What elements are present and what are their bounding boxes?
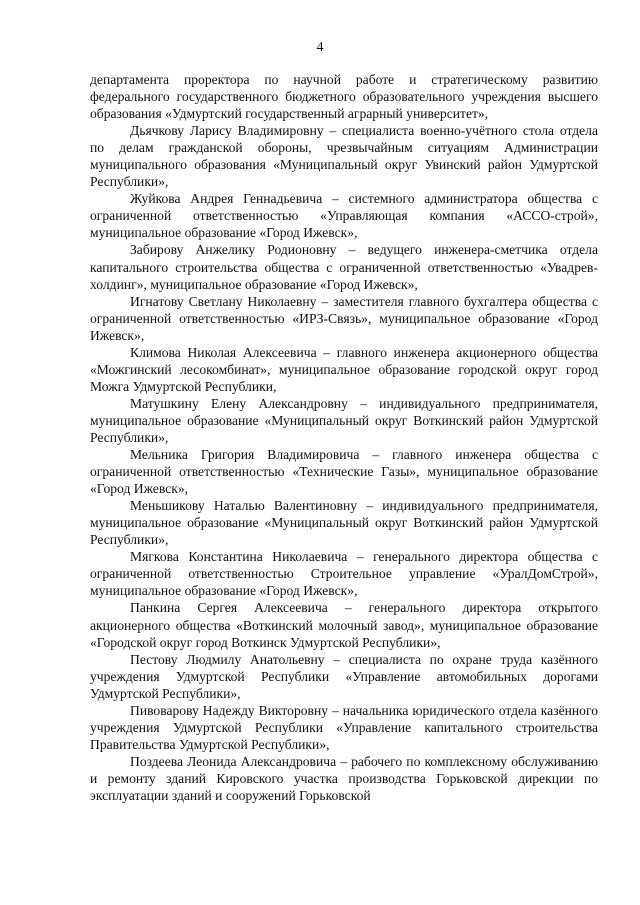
paragraph-zhuykov: Жуйкова Андрея Геннадьевича – системного администратора общества с ограниченной ответственностью «Управляющая компания «АССО-строй», муниципальное образование «Город Ижевск», [90, 191, 598, 241]
page-number: 4 [316, 40, 324, 55]
paragraph-pozdeev: Поздеева Леонида Александровича – рабочего по комплексному обслуживанию и ремонту зданий Кировского участка производства Горьковской дирекции по эксплуатации зданий и сооружений Горьковской [90, 753, 598, 803]
paragraph-melnik: Мельника Григория Владимировича – главного инженера общества с ограниченной ответственностью «Технические Газы», муниципальное образование «Город Ижевск», [90, 447, 598, 497]
paragraph-menshikova: Меньшикову Наталью Валентиновну – индивидуального предпринимателя, муниципальное образование «Муниципальный округ Воткинский район Удмуртской Республики», [90, 498, 598, 548]
document-body [90, 71, 598, 804]
paragraph-ignatova: Игнатову Светлану Николаевну – заместителя главного бухгалтера общества с ограниченной ответственностью «ИРЗ-Связь», муниципальное образование «Город Ижевск», [90, 293, 598, 343]
paragraph-pestova: Пестову Людмилу Анатольевну – специалиста по охране труда казённого учреждения Удмуртской Республики «Управление автомобильных дорогами Удмуртской Республики», [90, 651, 598, 701]
paragraph-zabirova: Забирову Анжелику Родионовну – ведущего инженера-сметчика отдела капитального строительства общества с ограниченной ответственностью «Увадрев-холдинг», муниципальное образование «Город Ижевск», [90, 242, 598, 292]
paragraph-matushkina: Матушкину Елену Александровну – индивидуального предпринимателя, муниципальное образование «Муниципальный округ Воткинский район Удмуртской Республики», [90, 395, 598, 445]
paragraph-pankin: Панкина Сергея Алексеевича – генерального директора открытого акционерного общества «Воткинский молочный завод», муниципальное образование «Городской округ город Воткинск Удмуртской Республики», [90, 600, 598, 650]
paragraph-myagkov: Мягкова Константина Николаевича – генерального директора общества с ограниченной ответственностью Строительное управление «УралДомСтрой», муниципальное образование «Город Ижевск», [90, 549, 598, 599]
paragraph-dyachkova: Дьячкову Ларису Владимировну – специалиста военно-учётного стола отдела по делам гражданской обороны, чрезвычайным ситуациям Администрации муниципального образования «Муниципальный округ Увинский район Удмуртской Республики», [90, 123, 598, 190]
paragraph-pivovarova: Пивоварову Надежду Викторовну – начальника юридического отдела казённого учреждения Удмуртской Республики «Управление капитального строительства Правительства Удмуртской Республики», [90, 702, 598, 752]
paragraph-continuation: департамента проректора по научной работе и стратегическому развитию федерального государственного бюджетного образовательного учреждения высшего образования «Удмуртский государственный аграрный университет», [90, 72, 598, 122]
paragraph-klimov: Климова Николая Алексеевича – главного инженера акционерного общества «Можгинский лесокомбинат», муниципальное образование городской округ город Можга Удмуртской Республики, [90, 344, 598, 394]
